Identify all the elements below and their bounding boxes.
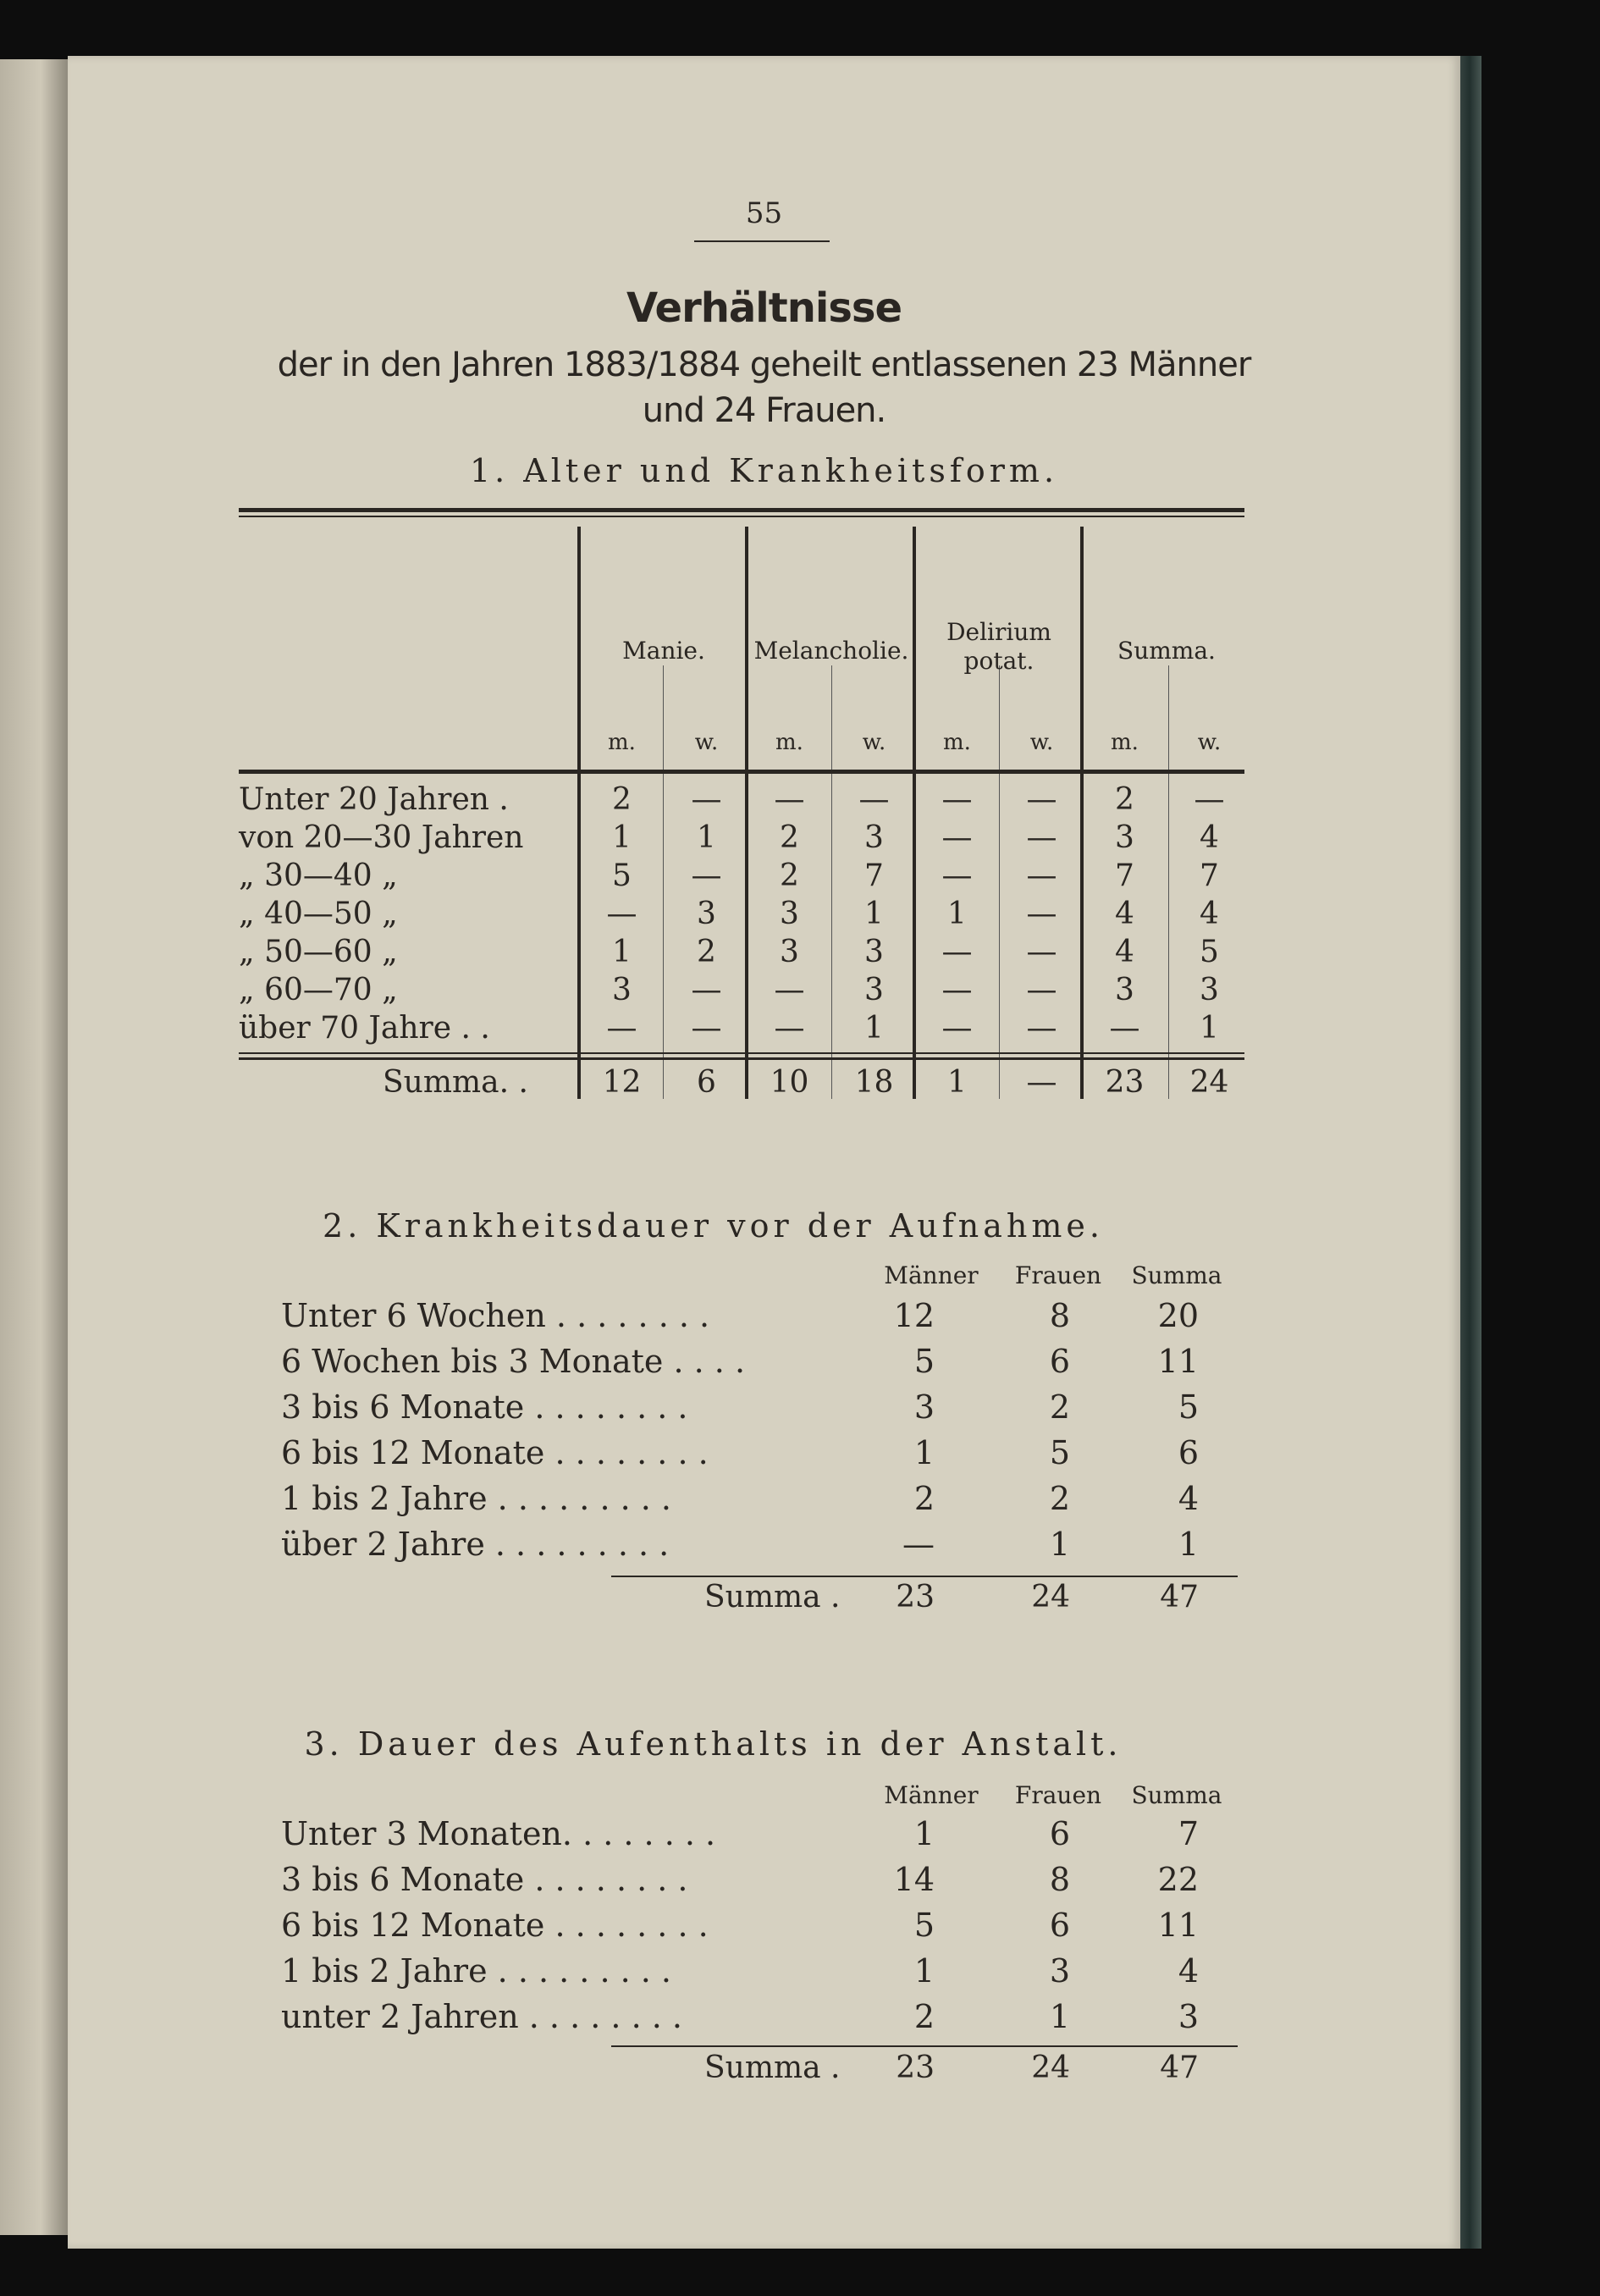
total-cell: 6 xyxy=(697,1065,716,1100)
row-label: „ 50—60 „ xyxy=(239,935,398,969)
s2-col-summa: Summa xyxy=(1131,1261,1222,1289)
table-cell: 5 xyxy=(612,858,632,893)
table-cell: — xyxy=(941,858,973,893)
row-value: 1 xyxy=(1049,1526,1070,1563)
table-cell: 1 xyxy=(947,897,967,931)
table-cell: 4 xyxy=(1200,897,1219,931)
table-top-rule-thin xyxy=(239,516,1244,517)
table-cell: 3 xyxy=(612,973,632,1007)
total-value: 23 xyxy=(896,1580,935,1614)
table-cell: — xyxy=(941,782,973,817)
row-value: 12 xyxy=(893,1297,935,1334)
row-label: 6 bis 12 Monate . . . . . . . . xyxy=(281,1434,709,1471)
row-value: 3 xyxy=(913,1388,935,1426)
total-value: 47 xyxy=(1160,1580,1199,1614)
table-cell: — xyxy=(691,782,722,817)
row-value: 8 xyxy=(1049,1297,1070,1334)
page-number: 55 xyxy=(745,196,783,230)
table-cell: — xyxy=(1026,973,1057,1007)
s3-col-maenner: Männer xyxy=(884,1781,979,1809)
s2-col-frauen: Frauen xyxy=(1014,1261,1102,1289)
row-value: 5 xyxy=(1178,1388,1199,1426)
header-summa: Summa. xyxy=(1117,637,1216,665)
row-value: 6 xyxy=(1178,1434,1199,1471)
table-cell: — xyxy=(941,973,973,1007)
row-label: 6 Wochen bis 3 Monate . . . . xyxy=(281,1343,746,1380)
row-label: über 2 Jahre . . . . . . . . . xyxy=(281,1526,670,1563)
table-subdivider-1 xyxy=(663,665,664,1099)
table-cell: — xyxy=(691,1011,722,1046)
header-delirium: Delirium potat. xyxy=(946,618,1051,675)
s2-col-maenner: Männer xyxy=(884,1261,979,1289)
table-cell: 3 xyxy=(864,935,884,969)
table-cell: 1 xyxy=(1200,1011,1219,1046)
table-cell: 3 xyxy=(1115,973,1134,1007)
table-cell: 4 xyxy=(1115,935,1134,969)
row-value: 4 xyxy=(1178,1952,1199,1990)
table-cell: — xyxy=(1026,935,1057,969)
s3-total-rule xyxy=(611,2045,1238,2047)
row-value: 7 xyxy=(1178,1815,1199,1852)
section1-heading: 1. Alter und Krankheitsform. xyxy=(469,452,1059,489)
row-value: 5 xyxy=(913,1907,935,1944)
header-bottom-rule xyxy=(239,770,1244,774)
row-value: 20 xyxy=(1157,1297,1199,1334)
row-value: 2 xyxy=(1049,1480,1070,1517)
page-number-rule xyxy=(694,240,830,242)
row-label: „ 40—50 „ xyxy=(239,897,398,931)
total-value: 24 xyxy=(1031,1580,1070,1614)
row-value: 5 xyxy=(913,1343,935,1380)
row-label: 3 bis 6 Monate . . . . . . . . xyxy=(281,1388,688,1426)
row-label: unter 2 Jahren . . . . . . . . xyxy=(281,1998,682,2035)
table-cell: 3 xyxy=(1115,820,1134,855)
s2-total-rule xyxy=(611,1576,1238,1577)
table-cell: 2 xyxy=(612,782,632,817)
table-cell: 3 xyxy=(697,897,716,931)
table-cell: 4 xyxy=(1200,820,1219,855)
row-value: 2 xyxy=(913,1998,935,2035)
table-cell: 1 xyxy=(864,897,884,931)
table-cell: 2 xyxy=(697,935,716,969)
row-value: 5 xyxy=(1049,1434,1070,1471)
table-cell: 3 xyxy=(864,973,884,1007)
table-cell: — xyxy=(1026,858,1057,893)
table-cell: 2 xyxy=(780,820,799,855)
row-value: 1 xyxy=(913,1952,935,1990)
table-cell: — xyxy=(606,897,637,931)
row-label: Unter 3 Monaten. . . . . . . . xyxy=(281,1815,716,1852)
table-cell: — xyxy=(774,1011,805,1046)
row-value: 8 xyxy=(1049,1861,1070,1898)
s3-total-label: Summa . xyxy=(704,2050,841,2085)
row-value: 2 xyxy=(1049,1388,1070,1426)
table-cell: 1 xyxy=(864,1011,884,1046)
row-value: 1 xyxy=(1178,1526,1199,1563)
section3-heading: 3. Dauer des Aufenthalts in der Anstalt. xyxy=(304,1725,1123,1763)
subheader-w: w. xyxy=(1197,730,1222,755)
row-label: Unter 6 Wochen . . . . . . . . xyxy=(281,1297,710,1334)
row-value: 3 xyxy=(1178,1998,1199,2035)
table-cell: 3 xyxy=(780,935,799,969)
row-label: von 20—30 Jahren xyxy=(239,820,524,855)
header-melancholie: Melancholie. xyxy=(753,637,909,665)
row-value: 1 xyxy=(913,1815,935,1852)
table-cell: 7 xyxy=(864,858,884,893)
row-label: „ 30—40 „ xyxy=(239,858,398,893)
table-cell: — xyxy=(1026,820,1057,855)
total-cell: 10 xyxy=(770,1065,809,1100)
table-cell: 1 xyxy=(697,820,716,855)
book-page xyxy=(68,56,1460,2249)
row-value: 22 xyxy=(1157,1861,1199,1898)
row-value: 14 xyxy=(893,1861,935,1898)
section2-heading: 2. Krankheitsdauer vor der Aufnahme. xyxy=(323,1207,1104,1245)
table-cell: 1 xyxy=(612,935,632,969)
row-label: „ 60—70 „ xyxy=(239,973,398,1007)
s3-col-frauen: Frauen xyxy=(1014,1781,1102,1809)
summa-top-rule-2 xyxy=(239,1057,1244,1060)
table-cell: 2 xyxy=(1115,782,1134,817)
left-page-edge xyxy=(0,59,68,2235)
table-cell: — xyxy=(1194,782,1225,817)
row-value: 11 xyxy=(1157,1907,1199,1944)
row-value: 6 xyxy=(1049,1907,1070,1944)
subheader-w: w. xyxy=(862,730,886,755)
table-cell: — xyxy=(1109,1011,1140,1046)
table-cell: — xyxy=(691,858,722,893)
book-binding xyxy=(1458,56,1481,2249)
row-value: 1 xyxy=(913,1434,935,1471)
summa-top-rule xyxy=(239,1052,1244,1054)
row-value: 1 xyxy=(1049,1998,1070,2035)
subheader-m: m. xyxy=(943,730,971,755)
table-cell: 3 xyxy=(1200,973,1219,1007)
subtitle-line-2: und 24 Frauen. xyxy=(642,391,886,430)
subheader-w: w. xyxy=(694,730,719,755)
table-cell: 3 xyxy=(780,897,799,931)
table-cell: 1 xyxy=(612,820,632,855)
row-value: 3 xyxy=(1049,1952,1070,1990)
total-value: 47 xyxy=(1160,2050,1199,2085)
total-cell: 23 xyxy=(1105,1065,1145,1100)
row-label: 1 bis 2 Jahre . . . . . . . . . xyxy=(281,1952,672,1990)
total-cell: 24 xyxy=(1189,1065,1229,1100)
table-cell: 4 xyxy=(1115,897,1134,931)
table-cell: — xyxy=(774,782,805,817)
row-value: — xyxy=(902,1526,935,1563)
table-cell: 3 xyxy=(864,820,884,855)
page-title: Verhältnisse xyxy=(626,284,902,332)
row-label: 1 bis 2 Jahre . . . . . . . . . xyxy=(281,1480,672,1517)
s3-col-summa: Summa xyxy=(1131,1781,1222,1809)
table-cell: — xyxy=(774,973,805,1007)
table-subdivider-3 xyxy=(999,665,1000,1099)
table-cell: — xyxy=(606,1011,637,1046)
table-subdivider-2 xyxy=(831,665,832,1099)
table-cell: — xyxy=(1026,1011,1057,1046)
table-cell: — xyxy=(941,820,973,855)
table-cell: 7 xyxy=(1200,858,1219,893)
header-manie: Manie. xyxy=(622,637,705,665)
table-cell: — xyxy=(941,935,973,969)
subheader-m: m. xyxy=(608,730,636,755)
table-cell: — xyxy=(691,973,722,1007)
row-value: 11 xyxy=(1157,1343,1199,1380)
section1-total-label: Summa. . xyxy=(383,1065,528,1100)
table-top-rule xyxy=(239,508,1244,512)
total-cell: 18 xyxy=(854,1065,894,1100)
row-label: über 70 Jahre . . xyxy=(239,1011,490,1046)
total-cell: — xyxy=(1026,1065,1057,1100)
total-value: 23 xyxy=(896,2050,935,2085)
row-value: 6 xyxy=(1049,1815,1070,1852)
row-label: Unter 20 Jahren . xyxy=(239,782,509,817)
row-label: 3 bis 6 Monate . . . . . . . . xyxy=(281,1861,688,1898)
table-cell: 5 xyxy=(1200,935,1219,969)
subheader-m: m. xyxy=(775,730,803,755)
subtitle-line-1: der in den Jahren 1883/1884 geheilt entlassenen 23 Männer xyxy=(277,345,1251,384)
table-cell: — xyxy=(941,1011,973,1046)
table-cell: — xyxy=(1026,782,1057,817)
row-value: 6 xyxy=(1049,1343,1070,1380)
total-value: 24 xyxy=(1031,2050,1070,2085)
total-cell: 1 xyxy=(947,1065,967,1100)
table-cell: 7 xyxy=(1115,858,1134,893)
table-cell: — xyxy=(1026,897,1057,931)
row-value: 2 xyxy=(913,1480,935,1517)
row-value: 4 xyxy=(1178,1480,1199,1517)
table-cell: 2 xyxy=(780,858,799,893)
total-cell: 12 xyxy=(602,1065,642,1100)
table-cell: — xyxy=(858,782,890,817)
subheader-w: w. xyxy=(1029,730,1054,755)
row-label: 6 bis 12 Monate . . . . . . . . xyxy=(281,1907,709,1944)
s2-total-label: Summa . xyxy=(704,1580,841,1614)
subheader-m: m. xyxy=(1111,730,1139,755)
